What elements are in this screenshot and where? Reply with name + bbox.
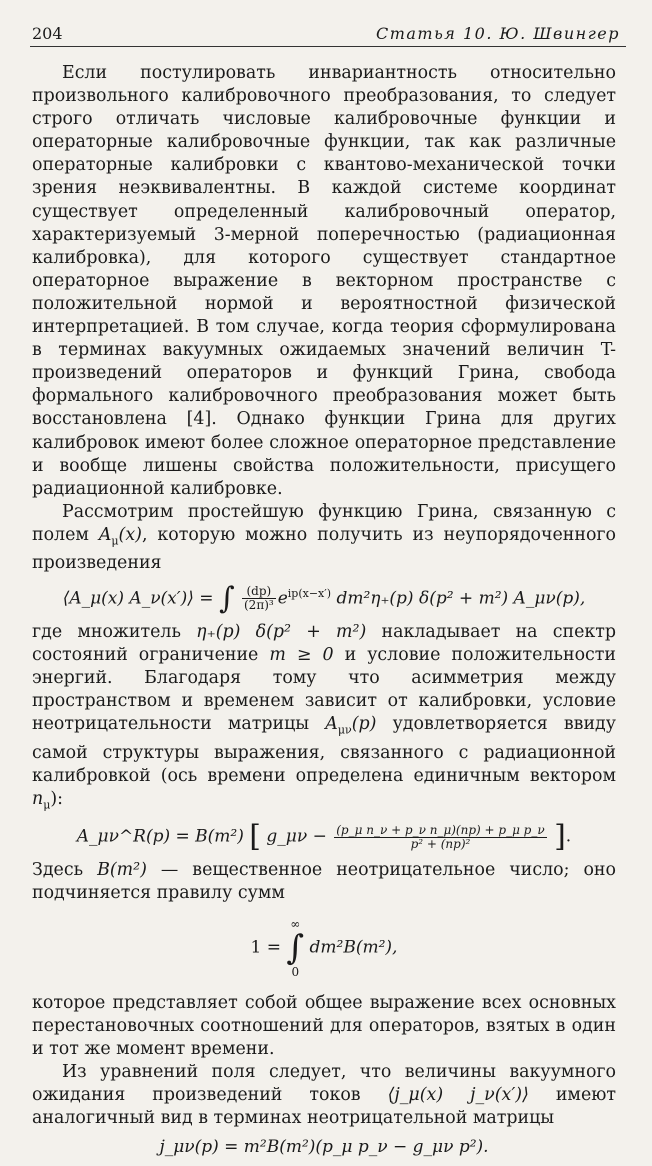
field-index: μ [111, 534, 119, 548]
eq1-lhs: ⟨A_μ(x) A_ν(x′)⟩ = [62, 588, 214, 609]
p4-formula: B(m²) [97, 860, 147, 881]
paragraph-2 [32, 501, 616, 576]
p3-text-c: и условие положительности энергий. Благодаря тому что асимметрия между пространством и временем зависит от калибровки, условие неотрицательности матрицы [32, 644, 617, 735]
eq3-lhs: 1 = [250, 937, 281, 958]
p3-formula: η₊(p) δ(p² + m²) [196, 621, 367, 642]
eq1-fraction [242, 585, 276, 612]
left-bracket: [ [249, 819, 262, 855]
right-bracket: ] [554, 819, 566, 855]
eq2-lhs: A_μν^R(p) = B(m²) [76, 826, 244, 847]
eq3-lower-limit: 0 [291, 964, 300, 979]
p6-text-a: Из уравнений поля следует, что величины вакуумного ожидания произведений токов [32, 1061, 616, 1105]
p3-vector-index: μ [43, 798, 51, 812]
p4-text-a: Здесь [32, 860, 98, 881]
running-title: Статья 10. Ю. Швингер [375, 24, 620, 43]
field-argument: (x) [118, 524, 142, 545]
equation-current [32, 1136, 616, 1159]
eq3-rhs: dm²B(m²), [309, 937, 398, 958]
p3-vector: n [32, 788, 44, 809]
p3-matrix-index: μν [337, 723, 352, 737]
running-header [30, 22, 626, 47]
integral-sign: ∫ [218, 580, 235, 616]
p3-matrix: A [325, 714, 338, 735]
eq1-rest: dm²η₊(p) δ(p² + m²) A_μν(p), [336, 588, 586, 609]
eq2-fraction [334, 824, 546, 851]
eq3-upper-limit: ∞ [290, 916, 301, 931]
equation-green-function: ⟨A_μ(x) A_ν(x′)⟩ = ∫ $\frac{(dp)}{\text{(2π)³}}$ $e^{ip(x-x')}$ dm²η₊(p) δ(p² + m²) A_μν(p), [62, 580, 586, 616]
p6-text-b: имеют аналогичный вид в терминах неотрицательной матрицы [32, 1084, 617, 1129]
p3-text-a: где множитель [32, 621, 197, 642]
page-number: 204 [32, 24, 63, 43]
article-body [32, 62, 616, 1166]
p3-text-d: удовлетворяется ввиду самой структуры выражения, связанного с радиационной калибровкой (ось времени определена единичным вектором [32, 714, 616, 786]
eq4: j_μν(p) = m²B(m²)(p_μ p_ν − g_μν p²). [159, 1137, 489, 1158]
eq2-period: . [565, 826, 572, 847]
equation-sum-rule [32, 918, 616, 978]
paragraph-4 [32, 859, 616, 905]
eq1-denominator: (2π)³ [244, 598, 274, 613]
eq3-integral [286, 918, 304, 978]
eq1-exponent: ip(x−x′) [287, 586, 332, 600]
paragraph-5: которое представляет собой общее выражение всех основных перестановочных соотношений для операторов, взятых в один и тот же момент времени. [32, 992, 616, 1059]
p3-text-b: накладывает на спектр состояний ограничение [32, 621, 616, 665]
p3-condition: m ≥ 0 [269, 644, 334, 665]
p2-text-b: , которую можно получить из неупорядоченного произведения [32, 524, 616, 574]
eq2-denominator: p² + (np)² [410, 836, 471, 851]
p4-text-b: — вещественное неотрицательное число; оно подчиняется правилу сумм [32, 860, 616, 904]
paragraph-6 [32, 1061, 616, 1130]
p2-text-a: Рассмотрим простейшую функцию Грина, связанную с полем [32, 501, 616, 545]
paragraph-1: Если постулировать инвариантность относительно произвольного калибровочного преобразования, то следует строго отличать числовые калибровочные функции и операторные калибровочные функции, так как различные операторные калибровки с квантово-механической точки зрения неэквивалентны. В каждой системе координат существует определенный калибровочный оператор, характеризуемый 3-мерной поперечностью (радиационная калибровка), для которого существует стандартное операторное выражение в векторном пространстве с положительной нормой и вероятностной физической интерпретацией. В том случае, когда теория сформулирована в терминах вакуумных ожидаемых значений величин T-произведений операторов и функций Грина, свобода формального калибровочного преобразования может быть восстановлена [4]. Однако функции Грина для других калибровок имеют более сложное операторное представление и вообще лишены свойства положительности, присущего радиационной калибровке. [32, 63, 616, 499]
eq1-numerator: (dp) [242, 585, 276, 599]
equation-radiation-gauge [32, 819, 616, 855]
p3-text-e: ): [50, 788, 64, 809]
field-symbol: A [98, 524, 112, 545]
integral-sign: ∫ [286, 927, 305, 968]
p3-matrix-arg: (p) [351, 714, 377, 735]
eq2-metric: g_μν − [266, 826, 327, 847]
eq2-numerator: (p_μ n_ν + p_ν n_μ)(np) + p_μ p_ν [336, 822, 545, 837]
p6-formula: ⟨j_μ(x) j_ν(x′)⟩ [387, 1084, 529, 1105]
paragraph-3 [32, 621, 616, 817]
